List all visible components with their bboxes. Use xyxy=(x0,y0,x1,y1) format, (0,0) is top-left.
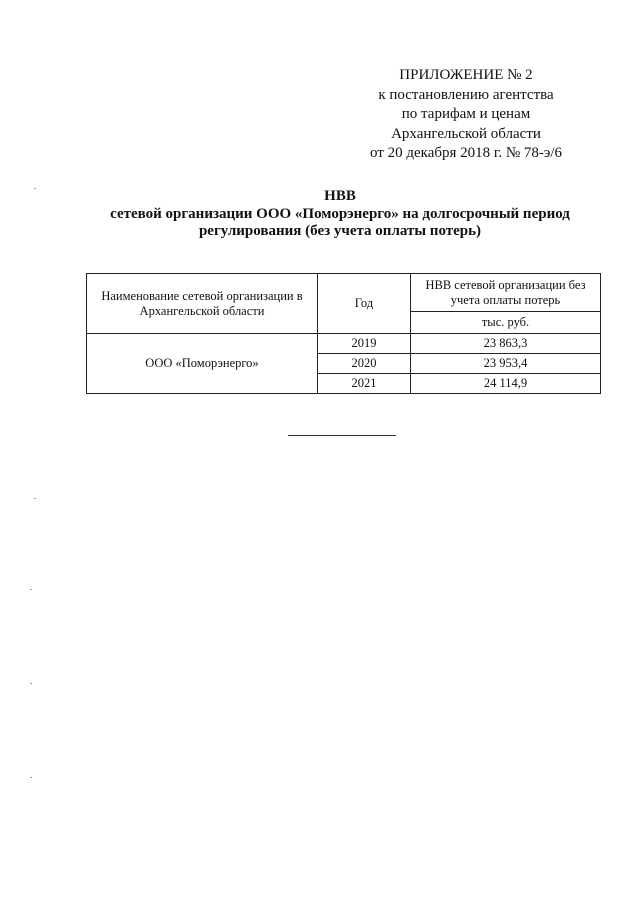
value-cell: 24 114,9 xyxy=(411,374,601,394)
scan-speck xyxy=(30,683,32,684)
table-row xyxy=(87,334,601,354)
year-cell: 2020 xyxy=(318,354,411,374)
heading-subtitle-line2: регулирования (без учета оплаты потерь) xyxy=(198,223,482,239)
heading-subtitle-line1: сетевой организации ООО «Поморэнерго» на долгосрочный период xyxy=(110,205,570,222)
header-year: Год xyxy=(318,274,411,334)
scan-speck xyxy=(30,777,32,778)
value-cell: 23 953,4 xyxy=(411,354,601,374)
heading-title: НВВ xyxy=(324,188,356,204)
appendix-reference: к постановлению агентства xyxy=(378,86,554,103)
header-nvv: НВВ сетевой организации без учета оплаты потерь xyxy=(411,274,601,312)
scan-speck xyxy=(34,498,36,499)
end-separator-line xyxy=(288,435,396,436)
header-org-name: Наименование сетевой организации в Архангельской области xyxy=(87,274,318,334)
document-heading xyxy=(80,188,600,241)
year-cell: 2019 xyxy=(318,334,411,354)
appendix-agency: по тарифам и ценам xyxy=(401,106,531,122)
appendix-block xyxy=(346,66,586,164)
org-name-cell: ООО «Поморэнерго» xyxy=(87,334,318,394)
appendix-date-number: от 20 декабря 2018 г. № 78-э/6 xyxy=(369,145,563,161)
scan-speck xyxy=(30,589,32,590)
value-cell: 23 863,3 xyxy=(411,334,601,354)
year-cell: 2021 xyxy=(318,374,411,394)
appendix-title: ПРИЛОЖЕНИЕ № 2 xyxy=(399,67,533,83)
scan-speck xyxy=(34,188,36,189)
appendix-region: Архангельской области xyxy=(391,125,541,142)
nvv-table xyxy=(86,273,601,394)
header-unit: тыс. руб. xyxy=(411,312,601,334)
